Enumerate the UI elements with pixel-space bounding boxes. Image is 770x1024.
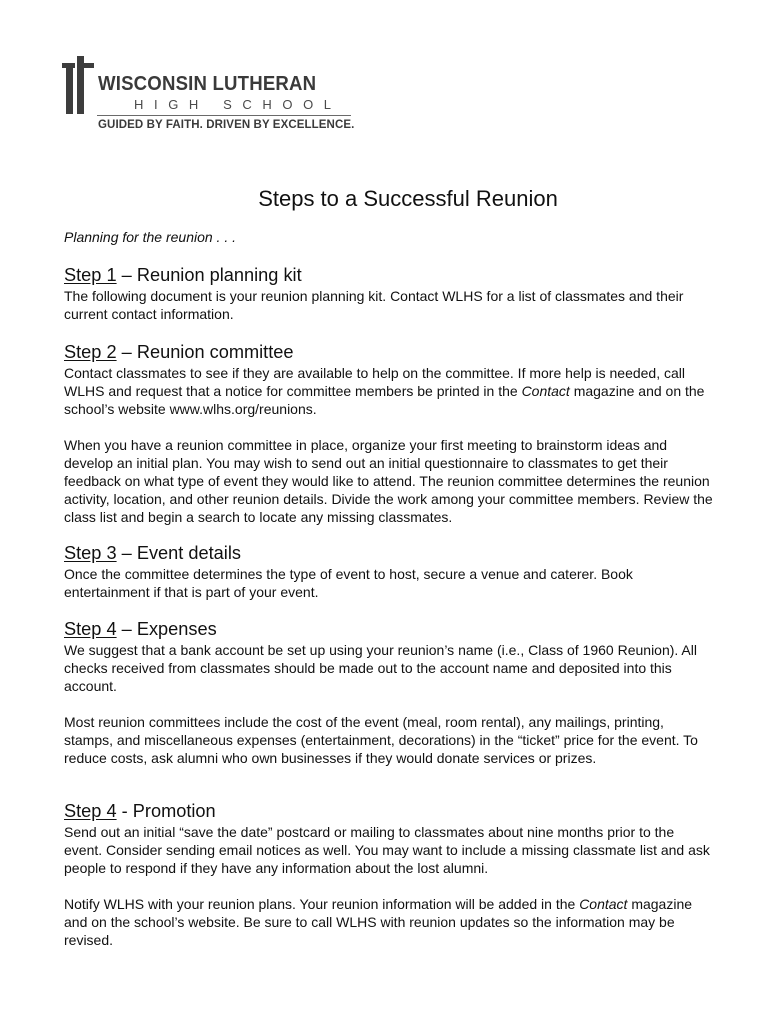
section-step-2 bbox=[64, 341, 714, 526]
paragraph-text: Notify WLHS with your reunion plans. Your reunion information will be added in the bbox=[64, 896, 580, 912]
step-title: Event details bbox=[136, 543, 241, 563]
school-logo bbox=[62, 56, 362, 138]
paragraph: Send out an initial “save the date” postcard or mailing to classmates about nine months prior to the event. Consider sending email notices as well. You may want to include a missing classmate list and ask people to respond if they have any information about the lost alumni. bbox=[64, 824, 710, 876]
step-separator: – bbox=[116, 342, 137, 362]
section-step-3 bbox=[64, 542, 714, 601]
section-heading bbox=[64, 264, 714, 286]
magazine-name: Contact bbox=[579, 896, 628, 912]
paragraph-text: Contact classmates to see if they are available to help on the committee. If more help is needed, call WLHS and request that a notice for committee members be printed in the bbox=[64, 365, 685, 399]
paragraph-text: magazine and on the school’s website. Be sure to call WLHS with reunion updates so the information may be revised. bbox=[64, 896, 693, 948]
cross-logo-icon bbox=[62, 56, 94, 114]
logo-divider bbox=[97, 115, 351, 116]
step-number: Step 4 bbox=[64, 801, 117, 821]
logo-school-name: WISCONSIN LUTHERAN bbox=[98, 73, 317, 95]
step-separator: - bbox=[116, 801, 133, 821]
logo-tagline: GUIDED BY FAITH. DRIVEN BY EXCELLENCE. bbox=[98, 119, 355, 131]
step-title: Reunion committee bbox=[136, 342, 294, 362]
intro-text: Planning for the reunion . . . bbox=[64, 229, 236, 245]
paragraph-text: magazine and on the school’s website www.wlhs.org/reunions. bbox=[64, 383, 705, 417]
section-step-1 bbox=[64, 264, 714, 323]
section-heading bbox=[64, 341, 714, 363]
paragraph: When you have a reunion committee in place, organize your first meeting to brainstorm ideas and develop an initial plan. You may wish to send out an initial questionnaire to classmates to get their feedback on what type of event they would like to attend. The reunion committee determines the reunion activity, location, and other reunion details. Divide the work among your committee members. Review the class list and begin a search to locate any missing classmates. bbox=[64, 437, 713, 525]
step-number: Step 4 bbox=[64, 619, 117, 639]
step-separator: – bbox=[116, 619, 137, 639]
section-heading bbox=[64, 800, 714, 822]
document-title: Steps to a Successful Reunion bbox=[258, 186, 558, 211]
section-heading bbox=[64, 542, 714, 564]
logo-subtitle: HIGH SCHOOL bbox=[134, 97, 342, 112]
paragraph: Most reunion committees include the cost of the event (meal, room rental), any mailings, printing, stamps, and miscellaneous expenses (entertainment, decorations) in the “ticket” price for the event. To reduce costs, ask alumni who own businesses if they would donate services or prizes. bbox=[64, 714, 698, 766]
step-number: Step 3 bbox=[64, 543, 117, 563]
step-title: Reunion planning kit bbox=[136, 265, 302, 285]
step-number: Step 1 bbox=[64, 265, 117, 285]
paragraph: We suggest that a bank account be set up using your reunion’s name (i.e., Class of 1960 Reunion). All checks received from classmates should be made out to the account name and deposited into this account. bbox=[64, 642, 697, 694]
step-separator: – bbox=[116, 543, 137, 563]
step-separator: – bbox=[116, 265, 137, 285]
section-step-4-expenses bbox=[64, 618, 714, 767]
section-heading bbox=[64, 618, 714, 640]
step-title: Promotion bbox=[132, 801, 216, 821]
section-step-4-promotion bbox=[64, 800, 714, 949]
step-title: Expenses bbox=[136, 619, 217, 639]
paragraph bbox=[64, 895, 714, 949]
magazine-name: Contact bbox=[521, 383, 570, 399]
paragraph: Once the committee determines the type of event to host, secure a venue and caterer. Book entertainment if that is part of your event. bbox=[64, 566, 633, 600]
step-number: Step 2 bbox=[64, 342, 117, 362]
paragraph bbox=[64, 364, 714, 418]
paragraph: The following document is your reunion planning kit. Contact WLHS for a list of classmates and their current contact information. bbox=[64, 288, 684, 322]
